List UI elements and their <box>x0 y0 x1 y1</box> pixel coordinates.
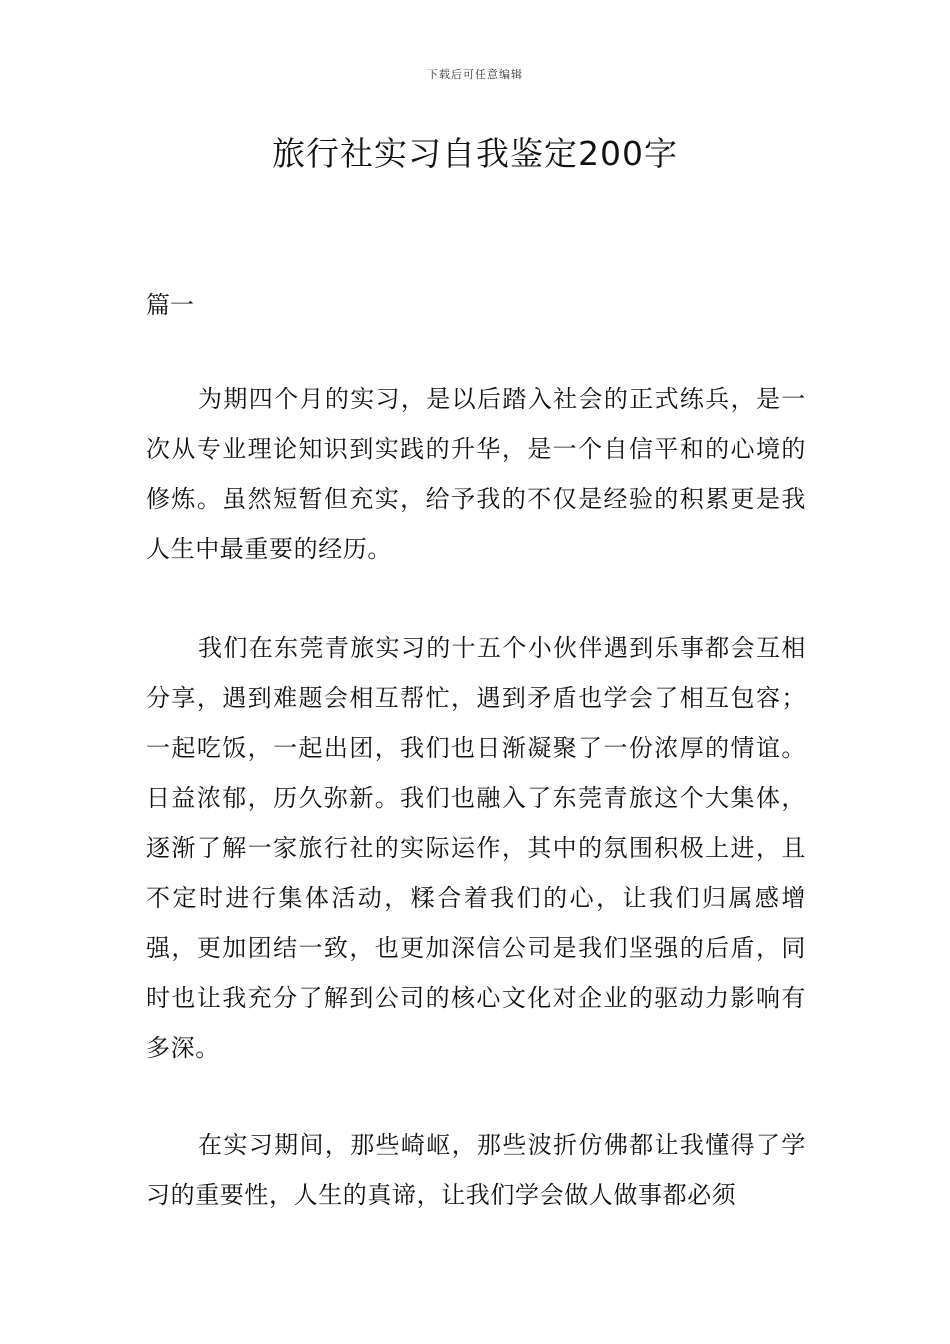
section-label: 篇一 <box>146 291 194 319</box>
body-paragraph-2: 我们在东莞青旅实习的十五个小伙伴遇到乐事都会互相分享，遇到难题会相互帮忙，遇到矛盾也学会了相互包容；一起吃饭，一起出团，我们也日渐凝聚了一份浓厚的情谊。日益浓郁，历久弥新。我们也融入了东莞青旅这个大集体，逐渐了解一家旅行社的实际运作，其中的氛围积极上进，且不定时进行集体活动，糅合着我们的心，让我们归属感增强，更加团结一致，也更加深信公司是我们坚强的后盾，同时也让我充分了解到公司的核心文化对企业的驱动力影响有多深。 <box>146 634 806 1062</box>
body-paragraph-1: 为期四个月的实习，是以后踏入社会的正式练兵，是一次从专业理论知识到实践的升华，是一个自信平和的心境的修炼。虽然短暂但充实，给予我的不仅是经验的积累更是我人生中最重要的经历。 <box>146 385 806 563</box>
body-paragraph-3: 在实习期间，那些崎岖，那些波折仿佛都让我懂得了学习的重要性，人生的真谛，让我们学会做人做事都必须 <box>146 1131 806 1209</box>
header-note: 下载后可任意编辑 <box>427 68 523 81</box>
document-title: 旅行社实习自我鉴定200字 <box>272 134 678 173</box>
